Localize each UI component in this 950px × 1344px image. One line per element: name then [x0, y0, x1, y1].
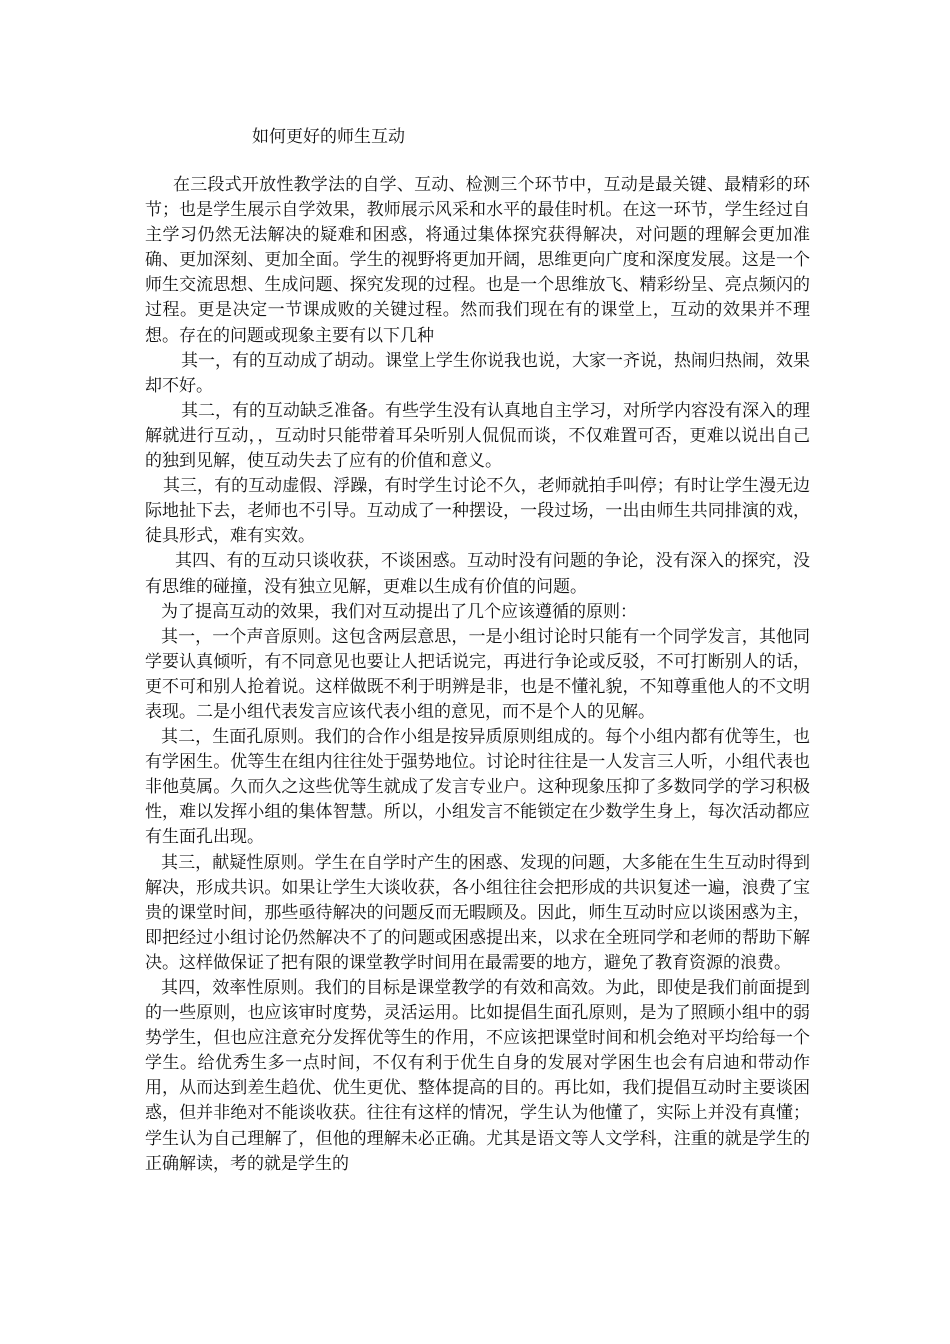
paragraph: 在三段式开放性教学法的自学、互动、检测三个环节中，互动是最关键、最精彩的环节；也是学生展示自学效果，教师展示风采和水平的最佳时机。在这一环节，学生经过自主学习仍然无法解决的疑难和困惑，将通过集体探究获得解决，对问题的理解会更加准确、更加深刻、更加全面。学生的视野将更加开阔，思维更向广度和深度发展。这是一个师生交流思想、生成问题、探究发现的过程。也是一个思维放飞、精彩纷呈、亮点频闪的过程。更是决定一节课成败的关键过程。然而我们现在有的课堂上，互动的效果并不理想。存在的问题或现象主要有以下几种	[145, 175, 810, 346]
paragraph: 其二，有的互动缺乏准备。有些学生没有认真地自主学习，对所学内容没有深入的理解就进行互动，，互动时只能带着耳朵听别人侃侃而谈，不仅难置可否，更难以说出自己的独到见解，使互动失去了应有的价值和意义。	[145, 400, 810, 472]
paragraph: 其一，有的互动成了胡动。课堂上学生你说我也说，大家一齐说，热闹归热闹，效果却不好。	[145, 350, 810, 396]
paragraph: 其四、有的互动只谈收获，不谈困惑。互动时没有问题的争论，没有深入的探究，没有思维的碰撞，没有独立见解，更难以生成有价值的问题。	[145, 551, 810, 597]
paragraph: 其四，效率性原则。我们的目标是课堂教学的有效和高效。为此，即使是我们前面提到的一些原则，也应该审时度势，灵活运用。比如提倡生面孔原则，是为了照顾小组中的弱势学生，但也应注意充分发挥优等生的作用，不应该把课堂时间和机会绝对平均给每一个学生。给优秀生多一点时间，不仅有利于优生自身的发展对学困生也会有启迪和带动作用，从而达到差生趋优、优生更优、整体提高的目的。再比如，我们提倡互动时主要谈困惑，但并非绝对不能谈收获。往往有这样的情况，学生认为他懂了，实际上并没有真懂；学生认为自己理解了，但他的理解未必正确。尤其是语文等人文学科，注重的就是学生的正确解读，考的就是学生的	[145, 978, 810, 1174]
paragraph: 其三，献疑性原则。学生在自学时产生的困惑、发现的问题，大多能在生生互动时得到解决，形成共识。如果让学生大谈收获，各小组往往会把形成的共识复述一遍，浪费了宝贵的课堂时间，那些亟待解决的问题反而无暇顾及。因此，师生互动时应以谈困惑为主，即把经过小组讨论仍然解决不了的问题或困惑提出来，以求在全班同学和老师的帮助下解决。这样做保证了把有限的课堂教学时间用在最需要的地方，避免了教育资源的浪费。	[145, 852, 810, 973]
document-title: 如何更好的师生互动	[252, 127, 405, 147]
paragraph: 为了提高互动的效果，我们对互动提出了几个应该遵循的原则：	[161, 601, 637, 622]
paragraph: 其二，生面孔原则。我们的合作小组是按异质原则组成的。每个小组内都有优等生，也有学困生。优等生在组内往往处于强势地位。讨论时往往是一人发言三人听，小组代表也非他莫属。久而久之这些优等生就成了发言专业户。这种现象压抑了多数同学的学习积极性，难以发挥小组的集体智慧。所以，小组发言不能锁定在少数学生身上，每次活动都应有生面孔出现。	[145, 727, 810, 848]
paragraph: 其三，有的互动虚假、浮躁，有时学生讨论不久，老师就拍手叫停；有时让学生漫无边际地扯下去，老师也不引导。互动成了一种摆设，一段过场，一出由师生共同排演的戏，徒具形式，难有实效。	[145, 476, 810, 547]
paragraph: 其一，一个声音原则。这包含两层意思，一是小组讨论时只能有一个同学发言，其他同学要认真倾听，有不同意见也要让人把话说完，再进行争论或反驳，不可打断别人的话，更不可和别人抢着说。这样做既不利于明辨是非，也是不懂礼貌，不知尊重他人的不文明表现。二是小组代表发言应该代表小组的意见，而不是个人的见解。	[145, 626, 810, 722]
document-body	[145, 173, 810, 1177]
